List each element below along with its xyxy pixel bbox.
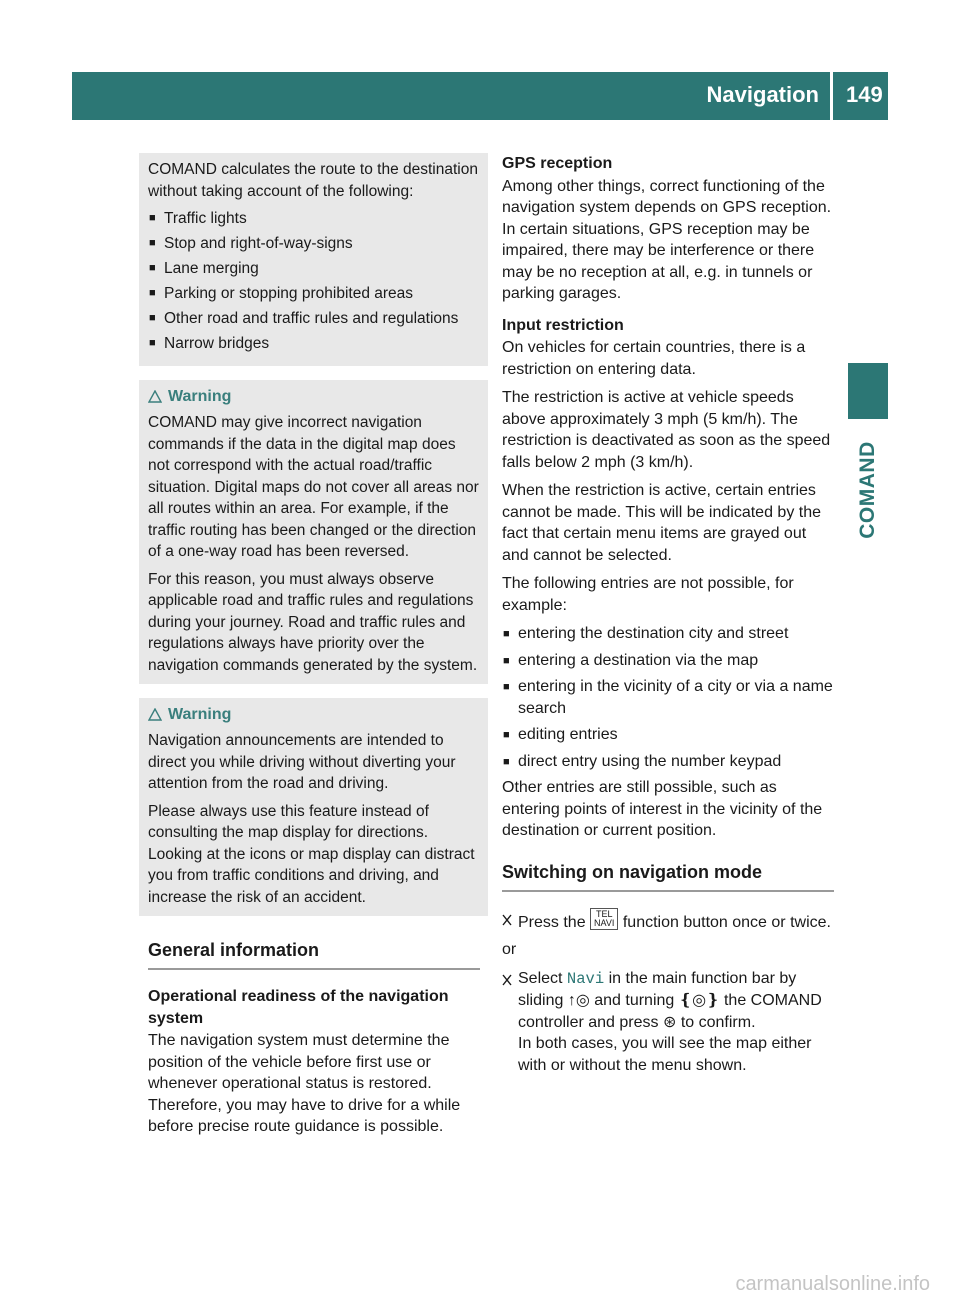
body-text: The restriction is active at vehicle speeds above approximately 3 mph (5 km/h). The restriction is deactivated as soon as the speed falls below 2 mph (3 km/h). bbox=[502, 389, 831, 471]
warning-triangle-icon bbox=[148, 388, 168, 410]
warning-text: COMAND may give incorrect navigation commands if the data in the digital map does not correspond with the actual road/traffic situation. Digital maps do not cover all areas nor all routes within an area. For example, if the traffic routing has been changed or the direction of a one-way road has been reversed. bbox=[148, 414, 479, 560]
list-item: ■ editing entries bbox=[503, 726, 618, 743]
warning-box-1 bbox=[139, 380, 488, 684]
section-heading-general: General information bbox=[148, 938, 480, 970]
list-item: ■ Stop and right-of-way-signs bbox=[149, 235, 353, 252]
instruction-step: Press the TEL NAVI function button once or twice. bbox=[502, 908, 834, 934]
subheading-operational: Operational readiness of the navigation system bbox=[148, 988, 449, 1027]
warning-triangle-icon bbox=[148, 706, 168, 728]
list-item: ■ Parking or stopping prohibited areas bbox=[149, 285, 414, 302]
navi-menu-item: Navi bbox=[566, 969, 605, 988]
section-heading-switching: Switching on navigation mode bbox=[502, 860, 834, 892]
warning-title: Warning bbox=[168, 388, 232, 405]
step-arrow-icon bbox=[502, 971, 512, 993]
watermark: carmanualsonline.info bbox=[735, 1273, 930, 1295]
info-box bbox=[139, 153, 488, 366]
side-tab-marker bbox=[848, 363, 888, 419]
body-text: The following entries are not possible, for example: bbox=[502, 575, 794, 614]
left-column bbox=[148, 153, 480, 1145]
step-result: In both cases, you will see the map either with or without the menu shown. bbox=[518, 1035, 812, 1074]
body-text: Among other things, correct functioning of the navigation system depends on GPS reception. In certain situations, GPS reception may be impaired, there may be interference or there may be no reception at all, e.g. in tunnels or parking garages. bbox=[502, 177, 832, 302]
list-item: ■ Other road and traffic rules and regulations bbox=[149, 310, 459, 327]
subheading-gps: GPS reception bbox=[502, 155, 613, 172]
list-item: ■ Lane merging bbox=[149, 260, 259, 277]
page-number: 149 bbox=[846, 82, 883, 107]
slide-up-symbol-icon: ↑◎ bbox=[567, 992, 590, 1009]
list-item: ■ Traffic lights bbox=[149, 210, 247, 227]
turn-controller-symbol-icon: ❴◎❵ bbox=[678, 992, 720, 1009]
warning-text: For this reason, you must always observe applicable road and traffic rules and regulations during your journey. Road and traffic rules and regulations always have priority over the navigation commands generated by the system. bbox=[148, 570, 478, 674]
side-tab-label: COMAND bbox=[856, 441, 879, 539]
info-intro: COMAND calculates the route to the destination without taking account of the following: bbox=[148, 161, 478, 200]
list-item: ■ entering in the vicinity of a city or via a name search bbox=[503, 678, 833, 717]
chapter-title: Navigation bbox=[706, 82, 819, 107]
list-item: ■ entering a destination via the map bbox=[503, 651, 759, 669]
warning-text: Please always use this feature instead of consulting the map display for directions. Looking at the icons or map display can distract you from traffic conditions and driving, and increase the risk of an accident. bbox=[148, 802, 475, 906]
or-text: or bbox=[502, 941, 517, 958]
header-divider bbox=[830, 72, 833, 120]
body-text: On vehicles for certain countries, there is a restriction on entering data. bbox=[502, 339, 806, 378]
subheading-input-restriction: Input restriction bbox=[502, 316, 624, 334]
step-arrow-icon bbox=[502, 911, 512, 933]
body-text: When the restriction is active, certain entries cannot be made. This will be indicated by the fact that certain menu items are grayed out and cannot be selected. bbox=[502, 482, 822, 564]
list-item: ■ Narrow bridges bbox=[149, 335, 270, 352]
warning-text: Navigation announcements are intended to direct you while driving without diverting your attention from the road and driving. bbox=[148, 732, 456, 792]
body-text: The navigation system must determine the position of the vehicle before first use or whenever operational status is restored. Therefore, you may have to drive for a while before precise route guidance is possible. bbox=[148, 1032, 461, 1135]
warning-title: Warning bbox=[168, 706, 232, 723]
list-item: ■ direct entry using the number keypad bbox=[503, 752, 782, 770]
warning-box-2 bbox=[139, 698, 488, 916]
right-column bbox=[502, 153, 834, 1082]
tel-navi-button-icon: TEL NAVI bbox=[590, 908, 618, 930]
list-item: ■ entering the destination city and street bbox=[503, 625, 789, 642]
body-text: Other entries are still possible, such as entering points of interest in the vicinity of the destination or current position. bbox=[502, 779, 823, 839]
press-controller-symbol-icon: ⊛ bbox=[662, 1013, 677, 1031]
instruction-step: Select Navi in the main function bar by sliding ↑◎ and turning ❴◎❵ the COMAND controller and press ⊛ to confirm. In both cases, you will see the map either with or without the menu shown. bbox=[502, 968, 834, 1077]
